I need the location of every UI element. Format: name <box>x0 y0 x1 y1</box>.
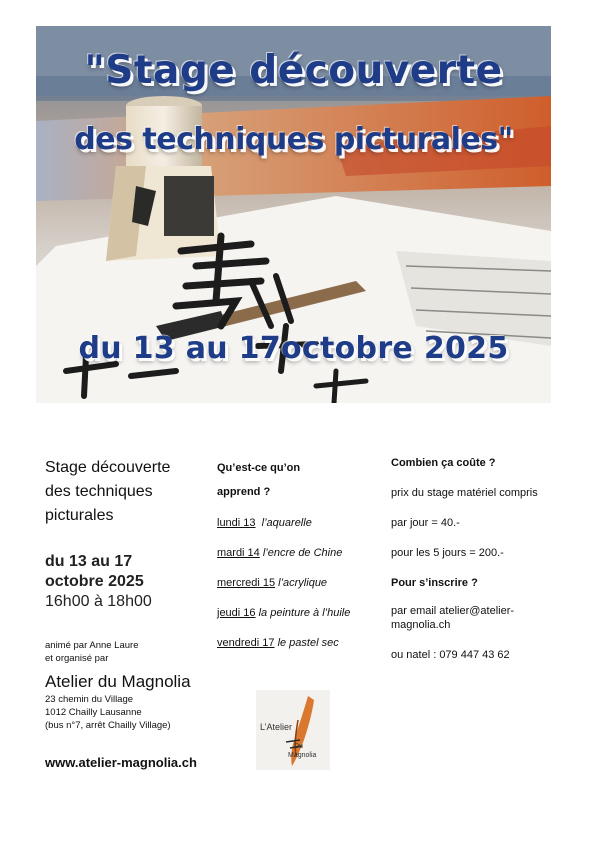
course-title-line1: Stage découverte <box>45 459 171 476</box>
course-title-line3: picturales <box>45 507 114 524</box>
course-technique: l’acrylique <box>278 577 328 589</box>
course-day: mardi 14 <box>217 547 260 559</box>
course-item <box>217 542 387 564</box>
course-technique: le pastel sec <box>277 637 339 649</box>
logo-text-line3: Magnolia <box>288 752 317 759</box>
course-item <box>217 512 387 534</box>
course-item <box>217 632 387 654</box>
atelier-name: Atelier du Magnolia <box>45 672 191 691</box>
price-per-day: par jour = 40.- <box>391 517 460 529</box>
course-day: jeudi 16 <box>217 607 256 619</box>
course-day: mercredi 15 <box>217 577 276 589</box>
course-title <box>45 456 215 528</box>
address <box>45 693 215 732</box>
organized-by: et organisé par <box>45 653 109 664</box>
email-line2[interactable]: magnolia.ch <box>391 619 451 631</box>
course-technique: l’aquarelle <box>261 517 312 529</box>
email-line1[interactable]: par email atelier@atelier- <box>391 605 515 617</box>
hero-title-line1: "Stage découverte <box>84 48 503 93</box>
info-column <box>45 456 215 770</box>
pricing-column <box>391 456 566 662</box>
register-question: Pour s’inscrire ? <box>391 577 478 589</box>
price-five-days: pour les 5 jours = 200.- <box>391 547 504 559</box>
course-list <box>217 512 387 654</box>
logo-text-line2: Du <box>294 743 303 750</box>
course-title-line2: des techniques <box>45 483 153 500</box>
address-line2: 1012 Chailly Lausanne <box>45 707 142 718</box>
hero-painting <box>36 26 551 403</box>
hero-title-line2: des techniques picturales" <box>74 122 513 157</box>
course-day: lundi 13 <box>217 517 256 529</box>
logo-text-line1: L’Atelier <box>260 722 293 732</box>
course-item <box>217 572 387 594</box>
address-line1: 23 chemin du Village <box>45 694 134 705</box>
cost-question: Combien ça coûte ? <box>391 457 496 469</box>
course-item <box>217 602 387 624</box>
program-question <box>217 456 387 504</box>
course-dates <box>45 552 215 612</box>
program-question-line2: apprend ? <box>217 486 271 498</box>
course-day: vendredi 17 <box>217 637 275 649</box>
course-dates-line1: du 13 au 17 <box>45 553 133 570</box>
animated-by: animé par Anne Laure <box>45 640 139 651</box>
course-hours: 16h00 à 18h00 <box>45 593 152 610</box>
program-question-line1: Qu’est-ce qu’on <box>217 462 301 474</box>
course-technique: la peinture à l’huile <box>258 607 351 619</box>
course-dates-line2: octobre 2025 <box>45 573 144 590</box>
hero-date-headline: du 13 au 17octobre 2025 <box>78 331 509 366</box>
magnolia-logo-icon <box>256 690 330 770</box>
atelier-logo <box>256 690 330 770</box>
address-line3: (bus n°7, arrêt Chailly Village) <box>45 720 171 731</box>
organizer-note <box>45 639 215 665</box>
course-technique: l’encre de Chine <box>262 547 343 559</box>
phone-number: ou natel : 079 447 43 62 <box>391 649 510 661</box>
price-note: prix du stage matériel compris <box>391 487 538 499</box>
program-column <box>217 456 387 654</box>
website-link[interactable]: www.atelier-magnolia.ch <box>45 755 197 770</box>
